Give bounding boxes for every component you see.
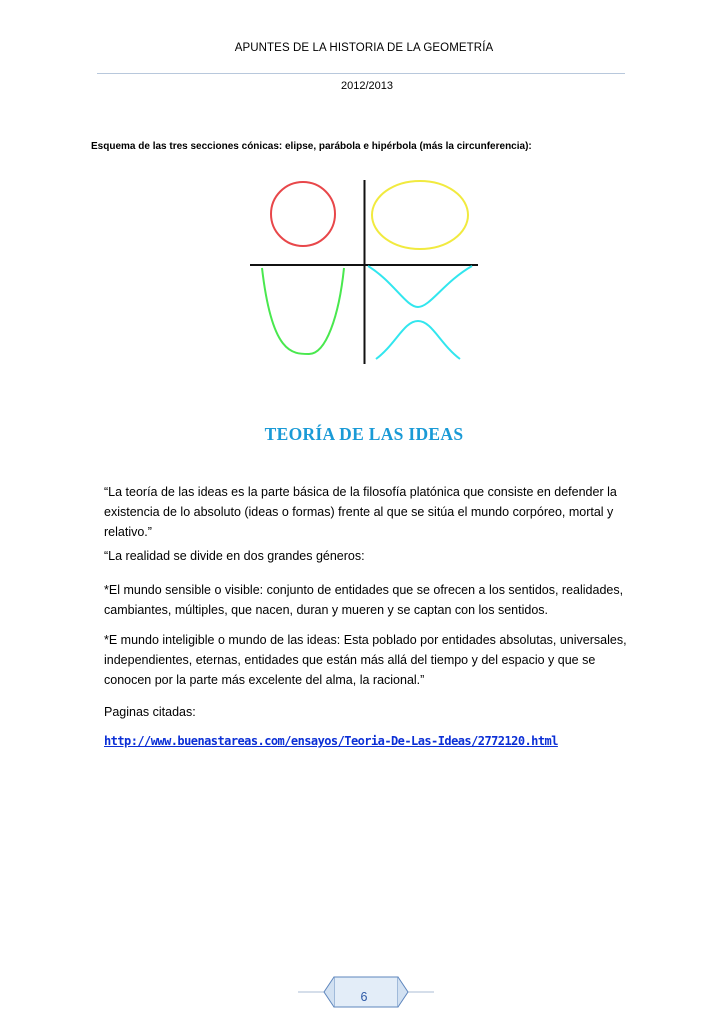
cited-pages-label: Paginas citadas:: [104, 705, 196, 719]
paragraph-reality: “La realidad se divide en dos grandes géneros:: [104, 549, 365, 563]
citation-link[interactable]: http://www.buenastareas.com/ensayos/Teoria-De-Las-Ideas/2772120.html: [104, 734, 558, 748]
circle-shape: [271, 182, 335, 246]
header-year: 2012/2013: [341, 80, 393, 92]
paragraph-definition: “La teoría de las ideas es la parte básica de la filosofía platónica que consiste en defender la existencia de lo absoluto (ideas o formas) frente al que se sitúa el mundo corpóreo, mortal y relativo.”: [104, 485, 617, 539]
figure-caption: Esquema de las tres secciones cónicas: elipse, parábola e hipérbola (más la circunferencia):: [91, 141, 532, 152]
conic-sections-figure: [240, 166, 490, 378]
paragraph-intelligible-world: *E mundo inteligible o mundo de las ideas: Esta poblado por entidades absolutas, universales, independientes, eternas, entidades que están más allá del tiempo y del espacio y que se conocen por la parte más excelente del alma, la racional.”: [104, 633, 627, 687]
header-title: APUNTES DE LA HISTORIA DE LA GEOMETRÍA: [234, 42, 494, 54]
hyperbola-lower-branch: [376, 321, 460, 359]
hyperbola-upper-branch: [368, 266, 472, 307]
header-divider: [97, 73, 625, 74]
ellipse-shape: [372, 181, 468, 249]
paragraph-sensible-world: *El mundo sensible o visible: conjunto de entidades que se ofrecen a los sentidos, realidades, cambiantes, múltiples, que nacen, duran y mueren y se captan con los sentidos.: [104, 583, 624, 617]
page-number: 6: [360, 990, 368, 1004]
parabola-shape: [262, 268, 344, 354]
section-title: TEORÍA DE LAS IDEAS: [264, 424, 464, 444]
